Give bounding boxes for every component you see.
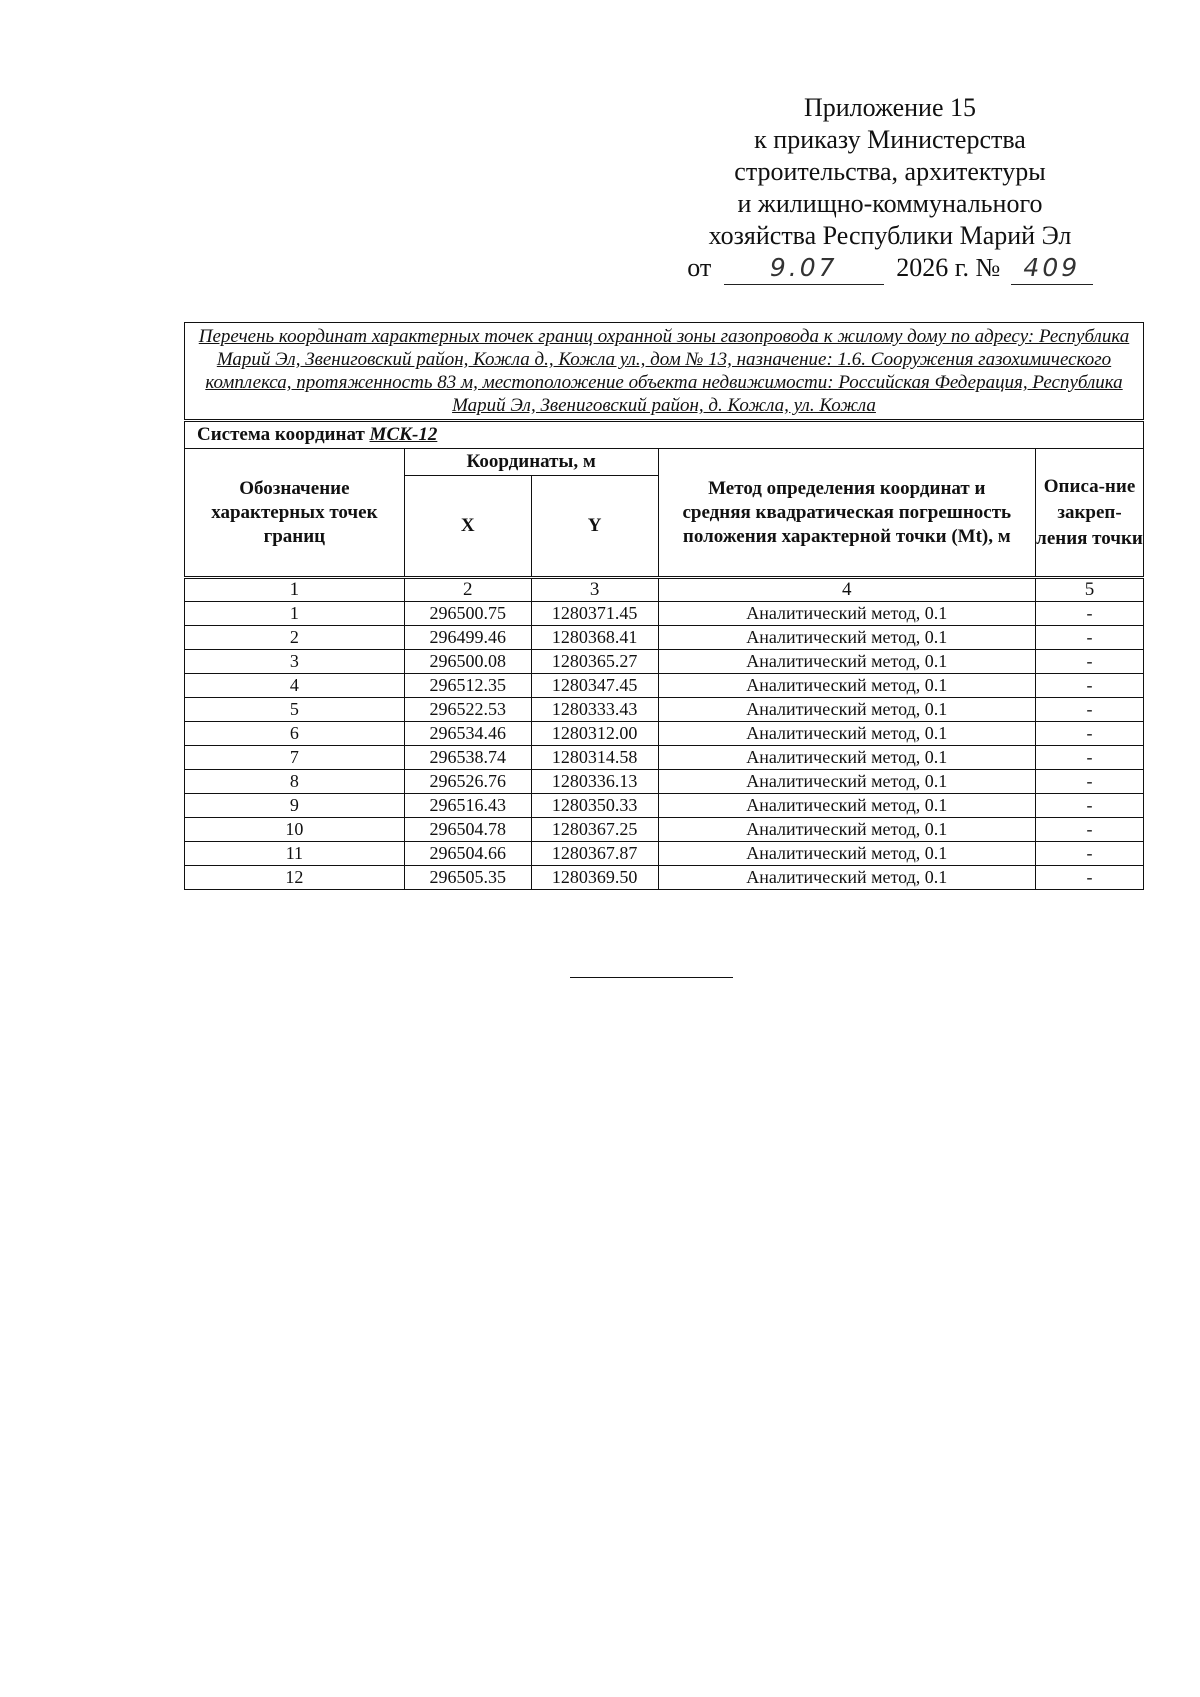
- coord-y-cell: 1280367.25: [531, 818, 658, 842]
- method-cell: Аналитический метод, 0.1: [658, 650, 1036, 674]
- column-number: 3: [531, 578, 658, 602]
- coord-x-cell: 296504.66: [404, 842, 531, 866]
- closing-separator-line: [570, 977, 733, 978]
- header-x: X: [404, 476, 531, 578]
- header-method: Метод определения координат и средняя квадратическая погрешность положения характерной точки (Mt), м: [658, 449, 1036, 578]
- fixation-description-cell: -: [1036, 770, 1144, 794]
- coord-x-cell: 296500.75: [404, 602, 531, 626]
- method-cell: Аналитический метод, 0.1: [658, 770, 1036, 794]
- table-row: [185, 626, 1144, 650]
- ministry-name-line1: строительства, архитектуры: [734, 157, 1046, 186]
- coord-x-cell: 296505.35: [404, 866, 531, 890]
- point-number-cell: 7: [185, 746, 405, 770]
- point-number-cell: 10: [185, 818, 405, 842]
- point-number-cell: 1: [185, 602, 405, 626]
- table-row: [185, 842, 1144, 866]
- table-row: [185, 866, 1144, 890]
- handwritten-date: 9.07: [769, 253, 838, 282]
- table-row: [185, 674, 1144, 698]
- fixation-description-cell: -: [1036, 746, 1144, 770]
- coord-y-cell: 1280367.87: [531, 842, 658, 866]
- header-y: Y: [531, 476, 658, 578]
- order-date-line: [650, 252, 1130, 285]
- coord-y-cell: 1280369.50: [531, 866, 658, 890]
- header-description: Описа-ние закреп-ления точки: [1036, 449, 1144, 578]
- fixation-description-cell: -: [1036, 674, 1144, 698]
- coord-y-cell: 1280312.00: [531, 722, 658, 746]
- method-cell: Аналитический метод, 0.1: [658, 818, 1036, 842]
- document-header: [650, 92, 1130, 285]
- coordinates-table: [184, 322, 1144, 890]
- method-cell: Аналитический метод, 0.1: [658, 602, 1036, 626]
- point-number-cell: 4: [185, 674, 405, 698]
- point-number-cell: 8: [185, 770, 405, 794]
- point-number-cell: 6: [185, 722, 405, 746]
- fixation-description-cell: -: [1036, 818, 1144, 842]
- fixation-description-cell: -: [1036, 650, 1144, 674]
- method-cell: Аналитический метод, 0.1: [658, 698, 1036, 722]
- table-row: [185, 818, 1144, 842]
- table-title: Перечень координат характерных точек границ охранной зоны газопровода к жилому дому по адресу: Республика Марий Эл, Звениговский район, Кожла д., Кожла ул., дом № 13, назначение: 1.6. Сооружения газохимического комплекса, протяженность 83 м, местоположение объекта недвижимости: Российская Федерация, Республика Марий Эл, Звениговский район, д. Кожла, ул. Кожла: [185, 323, 1144, 421]
- coord-x-cell: 296534.46: [404, 722, 531, 746]
- column-number: 5: [1036, 578, 1144, 602]
- coord-y-cell: 1280368.41: [531, 626, 658, 650]
- point-number-cell: 9: [185, 794, 405, 818]
- coord-y-cell: 1280336.13: [531, 770, 658, 794]
- header-coordinates: Координаты, м: [404, 449, 658, 476]
- coord-x-cell: 296522.53: [404, 698, 531, 722]
- fixation-description-cell: -: [1036, 842, 1144, 866]
- point-number-cell: 3: [185, 650, 405, 674]
- fixation-description-cell: -: [1036, 794, 1144, 818]
- table-row: [185, 746, 1144, 770]
- method-cell: Аналитический метод, 0.1: [658, 626, 1036, 650]
- table-row: [185, 770, 1144, 794]
- point-number-cell: 12: [185, 866, 405, 890]
- fixation-description-cell: -: [1036, 866, 1144, 890]
- coordinate-system-row: [185, 421, 1144, 449]
- fixation-description-cell: -: [1036, 602, 1144, 626]
- ministry-name-line3: хозяйства Республики Марий Эл: [708, 221, 1072, 250]
- column-number: 1: [185, 578, 405, 602]
- method-cell: Аналитический метод, 0.1: [658, 674, 1036, 698]
- coord-x-cell: 296504.78: [404, 818, 531, 842]
- coord-y-cell: 1280365.27: [531, 650, 658, 674]
- ministry-name-line2: и жилищно-коммунального: [737, 189, 1043, 218]
- order-number-field: [1011, 252, 1093, 285]
- fixation-description-cell: -: [1036, 626, 1144, 650]
- coord-y-cell: 1280350.33: [531, 794, 658, 818]
- coord-y-cell: 1280314.58: [531, 746, 658, 770]
- coord-x-cell: 296499.46: [404, 626, 531, 650]
- method-cell: Аналитический метод, 0.1: [658, 746, 1036, 770]
- table-row: [185, 650, 1144, 674]
- table-row: [185, 602, 1144, 626]
- method-cell: Аналитический метод, 0.1: [658, 866, 1036, 890]
- fixation-description-cell: -: [1036, 698, 1144, 722]
- method-cell: Аналитический метод, 0.1: [658, 842, 1036, 866]
- year-number-label: 2026 г. №: [896, 253, 1001, 282]
- from-label: от: [687, 253, 712, 282]
- appendix-title: Приложение 15: [803, 93, 977, 122]
- coord-x-cell: 296500.08: [404, 650, 531, 674]
- column-number: 2: [404, 578, 531, 602]
- order-date-field: [724, 252, 884, 285]
- table-row: [185, 722, 1144, 746]
- method-cell: Аналитический метод, 0.1: [658, 722, 1036, 746]
- point-number-cell: 11: [185, 842, 405, 866]
- coordinate-system-name: МСК-12: [369, 424, 438, 445]
- fixation-description-cell: -: [1036, 722, 1144, 746]
- coord-y-cell: 1280347.45: [531, 674, 658, 698]
- method-cell: Аналитический метод, 0.1: [658, 794, 1036, 818]
- coord-x-cell: 296516.43: [404, 794, 531, 818]
- coord-x-cell: 296512.35: [404, 674, 531, 698]
- coord-y-cell: 1280333.43: [531, 698, 658, 722]
- coord-x-cell: 296526.76: [404, 770, 531, 794]
- header-point-designation: Обозначение характерных точек границ: [185, 449, 405, 578]
- table-row: [185, 698, 1144, 722]
- order-reference: к приказу Министерства: [754, 125, 1026, 154]
- point-number-cell: 5: [185, 698, 405, 722]
- coord-x-cell: 296538.74: [404, 746, 531, 770]
- column-number: 4: [658, 578, 1036, 602]
- coordinate-system-label: Система координат: [197, 424, 365, 445]
- point-number-cell: 2: [185, 626, 405, 650]
- coord-y-cell: 1280371.45: [531, 602, 658, 626]
- table-row: [185, 794, 1144, 818]
- handwritten-number: 409: [1023, 253, 1081, 282]
